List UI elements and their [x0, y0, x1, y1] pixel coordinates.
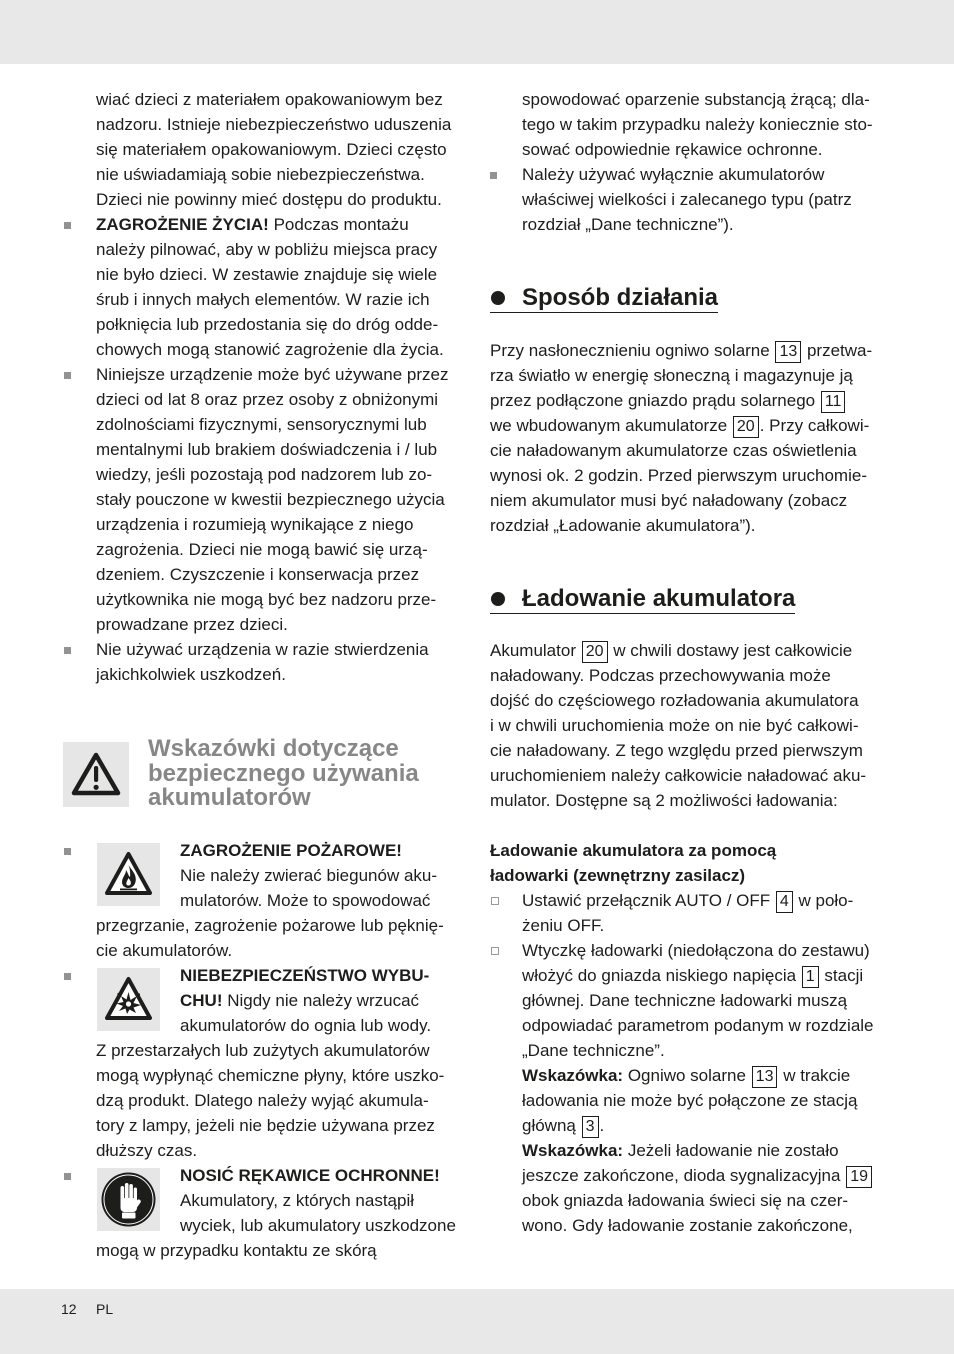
heading-text: Sposób działania [522, 283, 719, 311]
text-segment: w trakcie [778, 1066, 851, 1085]
bullet-item-battery-type [490, 162, 910, 237]
subheading-charger [490, 838, 910, 888]
text-line [490, 413, 910, 438]
warning-triangle-icon [63, 742, 129, 807]
text-segment: przetwa- [802, 341, 873, 360]
text-line [96, 938, 466, 963]
text-line [522, 1163, 910, 1188]
text-segment: sować odpowiednie rękawice ochronne. [522, 140, 823, 159]
text-segment: Dzieci nie powinny mieć dostępu do produktu. [96, 190, 442, 209]
text-segment: dłuższy czas. [96, 1141, 198, 1160]
text-line [148, 759, 419, 787]
text-line [490, 388, 910, 413]
text-line [96, 337, 466, 362]
text-segment: w poło- [793, 891, 854, 910]
bullet-square [490, 172, 497, 179]
text-line [522, 888, 910, 913]
text-line [96, 237, 466, 262]
step-item-plug [490, 938, 910, 1238]
bullet-square [64, 1173, 71, 1180]
bullet-hollow-square [491, 947, 499, 955]
text-line [96, 412, 466, 437]
text-segment: rza światło w energię słoneczną i magazynuje ją [490, 366, 853, 385]
text-line [96, 87, 466, 112]
bullet-square [64, 372, 71, 379]
text-segment: użytkownika nie mogą być bez nadzoru prze- [96, 590, 437, 609]
section-heading-charging [490, 584, 795, 614]
text-segment: Z przestarzałych lub zużytych akumulatorów [96, 1041, 430, 1060]
text-line [490, 788, 910, 813]
text-segment: Niniejsze urządzenie może być używane przez [96, 365, 449, 384]
text-segment: naładowany. Podczas przechowywania może [490, 666, 831, 685]
text-line [522, 963, 910, 988]
text-line [96, 487, 466, 512]
text-segment: włożyć do gniazda niskiego napięcia [522, 966, 801, 985]
paragraph-lines [96, 838, 466, 963]
text-line [522, 212, 910, 237]
text-segment: ładowarki (zewnętrzny zasilacz) [490, 866, 746, 885]
text-line [490, 663, 910, 688]
text-segment: zagrożenia. Dzieci nie mogą bawić się urzą- [96, 540, 428, 559]
text-line [96, 112, 466, 137]
header-band [0, 0, 954, 64]
text-segment: akumulatorów [148, 784, 311, 811]
text-line [490, 463, 910, 488]
text-segment: Wskazówki dotyczące [148, 735, 399, 762]
reference-number-box: 13 [752, 1066, 778, 1088]
protective-gloves-icon [97, 1168, 160, 1231]
paragraph-lines [522, 162, 910, 237]
text-segment: nie było dzieci. W zestawie znajduje się wiele [96, 265, 438, 284]
bold-text: CHU! [180, 991, 223, 1010]
paragraph-lines [522, 87, 910, 162]
reference-number-box: 19 [846, 1166, 872, 1188]
text-line [96, 537, 466, 562]
text-line [148, 737, 419, 762]
text-segment: Jeżeli ładowanie nie zostało [623, 1141, 839, 1160]
text-line [522, 1213, 910, 1238]
text-segment: nadzoru. Istnieje niebezpieczeństwo uduszenia [96, 115, 452, 134]
text-line [490, 713, 910, 738]
text-segment: Akumulator [490, 641, 581, 660]
bold-text: ZAGROŻENIE ŻYCIA! [96, 215, 269, 234]
text-segment: tego w takim przypadku należy koniecznie sto- [522, 115, 873, 134]
paragraph-function [490, 338, 910, 538]
text-line [96, 362, 466, 387]
bullet-square [64, 848, 71, 855]
text-line [522, 1013, 910, 1038]
text-segment: Nigdy nie należy wrzucać [222, 991, 420, 1010]
text-line [522, 1113, 910, 1138]
text-segment: jeszcze zakończone, dioda sygnalizacyjna [522, 1166, 846, 1185]
text-segment: stacji [819, 966, 864, 985]
text-segment: wynosi ok. 2 godzin. Przed pierwszym uruchomie- [490, 466, 867, 485]
text-line [96, 587, 466, 612]
section-heading-battery-safety [148, 737, 419, 811]
bullet-item-fire-hazard [64, 838, 466, 963]
explosion-hazard-icon [97, 968, 160, 1031]
protective-gloves-icon [97, 1168, 160, 1231]
text-line [96, 462, 466, 487]
reference-number-box: 11 [821, 391, 846, 413]
paragraph-gloves-continued [490, 87, 910, 162]
bullet-item-protective-gloves [64, 1163, 466, 1263]
text-segment: mulatorów. Może to spowodować [180, 891, 431, 910]
paragraph-lines [522, 888, 910, 938]
paragraph-lines [96, 87, 466, 212]
text-segment: głównej. Dane techniczne ładowarki muszą [522, 991, 848, 1010]
text-line [522, 1138, 910, 1163]
reference-number-box: 4 [776, 891, 793, 913]
text-line [96, 1238, 466, 1263]
text-line [522, 112, 910, 137]
text-segment: Wtyczkę ładowarki (niedołączona do zestawu) [522, 941, 870, 960]
page-number: 12 [61, 1301, 77, 1317]
bullet-item-life-danger [64, 212, 466, 362]
paragraph-charging-text [490, 638, 910, 813]
text-segment: właściwej wielkości i zalecanego typu (patrz [522, 190, 852, 209]
bullet-item-explosion-hazard [64, 963, 466, 1163]
text-segment: niem akumulator musi być naładowany (zobacz [490, 491, 848, 510]
bold-text: Wskazówka: [522, 1066, 624, 1085]
warning-triangle-icon [63, 742, 129, 807]
text-segment: stały pouczone w kwestii bezpiecznego użycia [96, 490, 445, 509]
bullet-hollow-square [491, 897, 499, 905]
text-segment: mentalnymi lub brakiem doświadczenia i / lub [96, 440, 438, 459]
text-segment: odpowiadać parametrom podanym w rozdziale [522, 1016, 874, 1035]
text-segment: Podczas montażu [268, 215, 409, 234]
explosion-hazard-icon [97, 968, 160, 1031]
text-line [490, 763, 910, 788]
paragraph-lines [490, 338, 910, 538]
text-segment: rozdział „Dane techniczne”). [522, 215, 734, 234]
text-line [522, 87, 910, 112]
text-segment: akumulatorów do ognia lub wody. [180, 1016, 432, 1035]
text-segment: cie naładowany. Z tego względu przed pierwszym [490, 741, 863, 760]
text-line [96, 162, 466, 187]
text-segment: dojść do częściowego rozładowania akumulatora [490, 691, 859, 710]
text-segment: się materiałem opakowaniowym. Dzieci często [96, 140, 447, 159]
bold-text: ZAGROŻENIE POŻAROWE! [180, 841, 402, 860]
text-line [490, 738, 910, 763]
right-column-lower [490, 638, 910, 1238]
right-column-upper [490, 87, 910, 237]
text-line [490, 363, 910, 388]
text-line [522, 938, 910, 963]
text-segment: Ogniwo solarne [623, 1066, 751, 1085]
bullet-square [64, 222, 71, 229]
fire-hazard-icon [97, 843, 160, 906]
text-segment: wyciek, lub akumulatory uszkodzone [180, 1216, 456, 1235]
step-item-switch [490, 888, 910, 938]
text-segment: wono. Gdy ładowanie zostanie zakończone, [522, 1216, 853, 1235]
text-line [96, 612, 466, 637]
text-line [96, 913, 466, 938]
text-segment: ładowania nie może być połączone ze stacją [522, 1091, 858, 1110]
text-segment: tory z lampy, jeżeli nie będzie używana przez [96, 1116, 435, 1135]
text-segment: przez podłączone gniazdo prądu solarnego [490, 391, 820, 410]
text-line [96, 312, 466, 337]
text-line [96, 1138, 466, 1163]
text-segment: urządzenia i rozumieją wynikające z niego [96, 515, 414, 534]
text-segment: cie naładowanym akumulatorze czas oświetlenia [490, 441, 857, 460]
text-line [522, 1063, 910, 1088]
text-line [148, 786, 419, 811]
text-segment: . [599, 1116, 605, 1135]
reference-number-box: 13 [775, 341, 801, 363]
text-segment: . Przy całkowi- [759, 416, 870, 435]
text-line [96, 212, 466, 237]
left-column-lower [64, 838, 466, 1263]
text-segment: Nie należy zwierać biegunów aku- [180, 866, 438, 885]
bold-text: Wskazówka: [522, 1141, 624, 1160]
text-line [490, 438, 910, 463]
heading-dot-icon [491, 592, 505, 606]
text-line [96, 1088, 466, 1113]
paragraph-lines [96, 212, 466, 362]
text-segment: należy pilnować, aby w pobliżu miejsca pracy [96, 240, 438, 259]
bullet-square [64, 973, 71, 980]
text-segment: dzeniem. Czyszczenie i konserwacja przez [96, 565, 420, 584]
text-line [522, 187, 910, 212]
bullet-item-damage [64, 637, 466, 687]
text-segment: zdolnościami fizycznymi, sensorycznymi lub [96, 415, 427, 434]
paragraph-lines [522, 938, 910, 1238]
text-segment: główną [522, 1116, 581, 1135]
text-segment: mulator. Dostępne są 2 możliwości ładowania: [490, 791, 838, 810]
paragraph-function-text [490, 338, 910, 538]
text-segment: połknięcia lub przedostania się do dróg odde- [96, 315, 439, 334]
text-segment: mogą w przypadku kontaktu ze skórą [96, 1241, 377, 1260]
subheading-lines [490, 838, 910, 888]
reference-number-box: 3 [582, 1116, 599, 1138]
text-line [522, 137, 910, 162]
text-line [96, 512, 466, 537]
text-segment: spowodować oparzenie substancją żrącą; dla- [522, 90, 870, 109]
text-line [96, 662, 466, 687]
text-segment: dzieci od lat 8 oraz przez osoby z obniżonymi [96, 390, 439, 409]
paragraph-lines [96, 362, 466, 637]
text-segment: uruchomieniem należy całkowicie naładować aku- [490, 766, 867, 785]
text-segment: żeniu OFF. [522, 916, 605, 935]
text-segment: bezpiecznego używania [148, 759, 419, 787]
text-segment: prowadzane przez dzieci. [96, 615, 288, 634]
text-line [96, 137, 466, 162]
text-line [522, 1088, 910, 1113]
text-segment: wiedzy, jeśli pozostają pod nadzorem lub zo- [96, 465, 433, 484]
text-line [96, 387, 466, 412]
paragraph-lines [96, 1163, 466, 1263]
heading-dot-icon [491, 291, 505, 305]
text-segment: Przy nasłonecznieniu ogniwo solarne [490, 341, 775, 360]
text-line [490, 838, 910, 863]
text-segment: cie akumulatorów. [96, 941, 233, 960]
text-segment: chowych mogą stanowić zagrożenie dla życia. [96, 340, 444, 359]
bold-text: NIEBEZPIECZEŃSTWO WYBU- [180, 966, 430, 985]
fire-hazard-icon [97, 843, 160, 906]
text-segment: nie uświadamiają sobie niebezpieczeństwa. [96, 165, 425, 184]
text-segment: „Dane techniczne”. [522, 1041, 665, 1060]
text-line [96, 637, 466, 662]
text-segment: i w chwili uruchomienia może on nie być całkowi- [490, 716, 859, 735]
heading-text: Ładowanie akumulatora [522, 584, 796, 612]
text-line [490, 688, 910, 713]
text-line [490, 338, 910, 363]
footer-band [0, 1289, 954, 1354]
text-segment: Nie używać urządzenia w razie stwierdzenia [96, 640, 429, 659]
reference-number-box: 20 [582, 641, 608, 663]
language-code: PL [96, 1301, 114, 1317]
text-segment: Należy używać wyłącznie akumulatorów [522, 165, 825, 184]
text-segment: Akumulatory, z których nastąpił [180, 1191, 414, 1210]
heading-lines [148, 737, 419, 811]
left-column-upper [64, 87, 466, 687]
text-line [96, 187, 466, 212]
text-segment: dzą produkt. Dlatego należy wyjąć akumula- [96, 1091, 429, 1110]
text-line [522, 162, 910, 187]
text-segment: Ładowanie akumulatora za pomocą [490, 841, 777, 860]
text-segment: we wbudowanym akumulatorze [490, 416, 732, 435]
text-segment: obok gniazda ładowania świeci się na czer- [522, 1191, 849, 1210]
text-line [522, 1188, 910, 1213]
text-line [490, 513, 910, 538]
text-line [522, 913, 910, 938]
reference-number-box: 20 [733, 416, 759, 438]
paragraph-lines [96, 963, 466, 1163]
bold-text: NOSIĆ RĘKAWICE OCHRONNE! [180, 1166, 440, 1185]
text-segment: Ustawić przełącznik AUTO / OFF [522, 891, 775, 910]
bullet-square [64, 647, 71, 654]
section-heading-function [490, 283, 718, 313]
text-line [96, 1063, 466, 1088]
text-line [522, 1038, 910, 1063]
text-line [96, 1113, 466, 1138]
paragraph-children-supervision [64, 87, 466, 212]
text-segment: w chwili dostawy jest całkowicie [608, 641, 853, 660]
text-line [96, 437, 466, 462]
text-segment: przegrzanie, zagrożenie pożarowe lub pęknię- [96, 916, 444, 935]
text-segment: śrub i innych małych elementów. W razie ich [96, 290, 430, 309]
text-line [522, 988, 910, 1013]
paragraph-lines [96, 637, 466, 687]
text-line [96, 562, 466, 587]
text-segment: rozdział „Ładowanie akumulatora”). [490, 516, 756, 535]
text-line [96, 287, 466, 312]
text-line [490, 863, 910, 888]
text-segment: wiać dzieci z materiałem opakowaniowym bez [96, 90, 443, 109]
bullet-item-usage-persons [64, 362, 466, 637]
text-segment: jakichkolwiek uszkodzeń. [96, 665, 286, 684]
text-line [490, 488, 910, 513]
reference-number-box: 1 [802, 966, 819, 988]
text-line [96, 1038, 466, 1063]
text-segment: mogą wypłynąć chemiczne płyny, które uszko- [96, 1066, 445, 1085]
text-line [96, 262, 466, 287]
text-line [490, 638, 910, 663]
paragraph-lines [490, 638, 910, 813]
